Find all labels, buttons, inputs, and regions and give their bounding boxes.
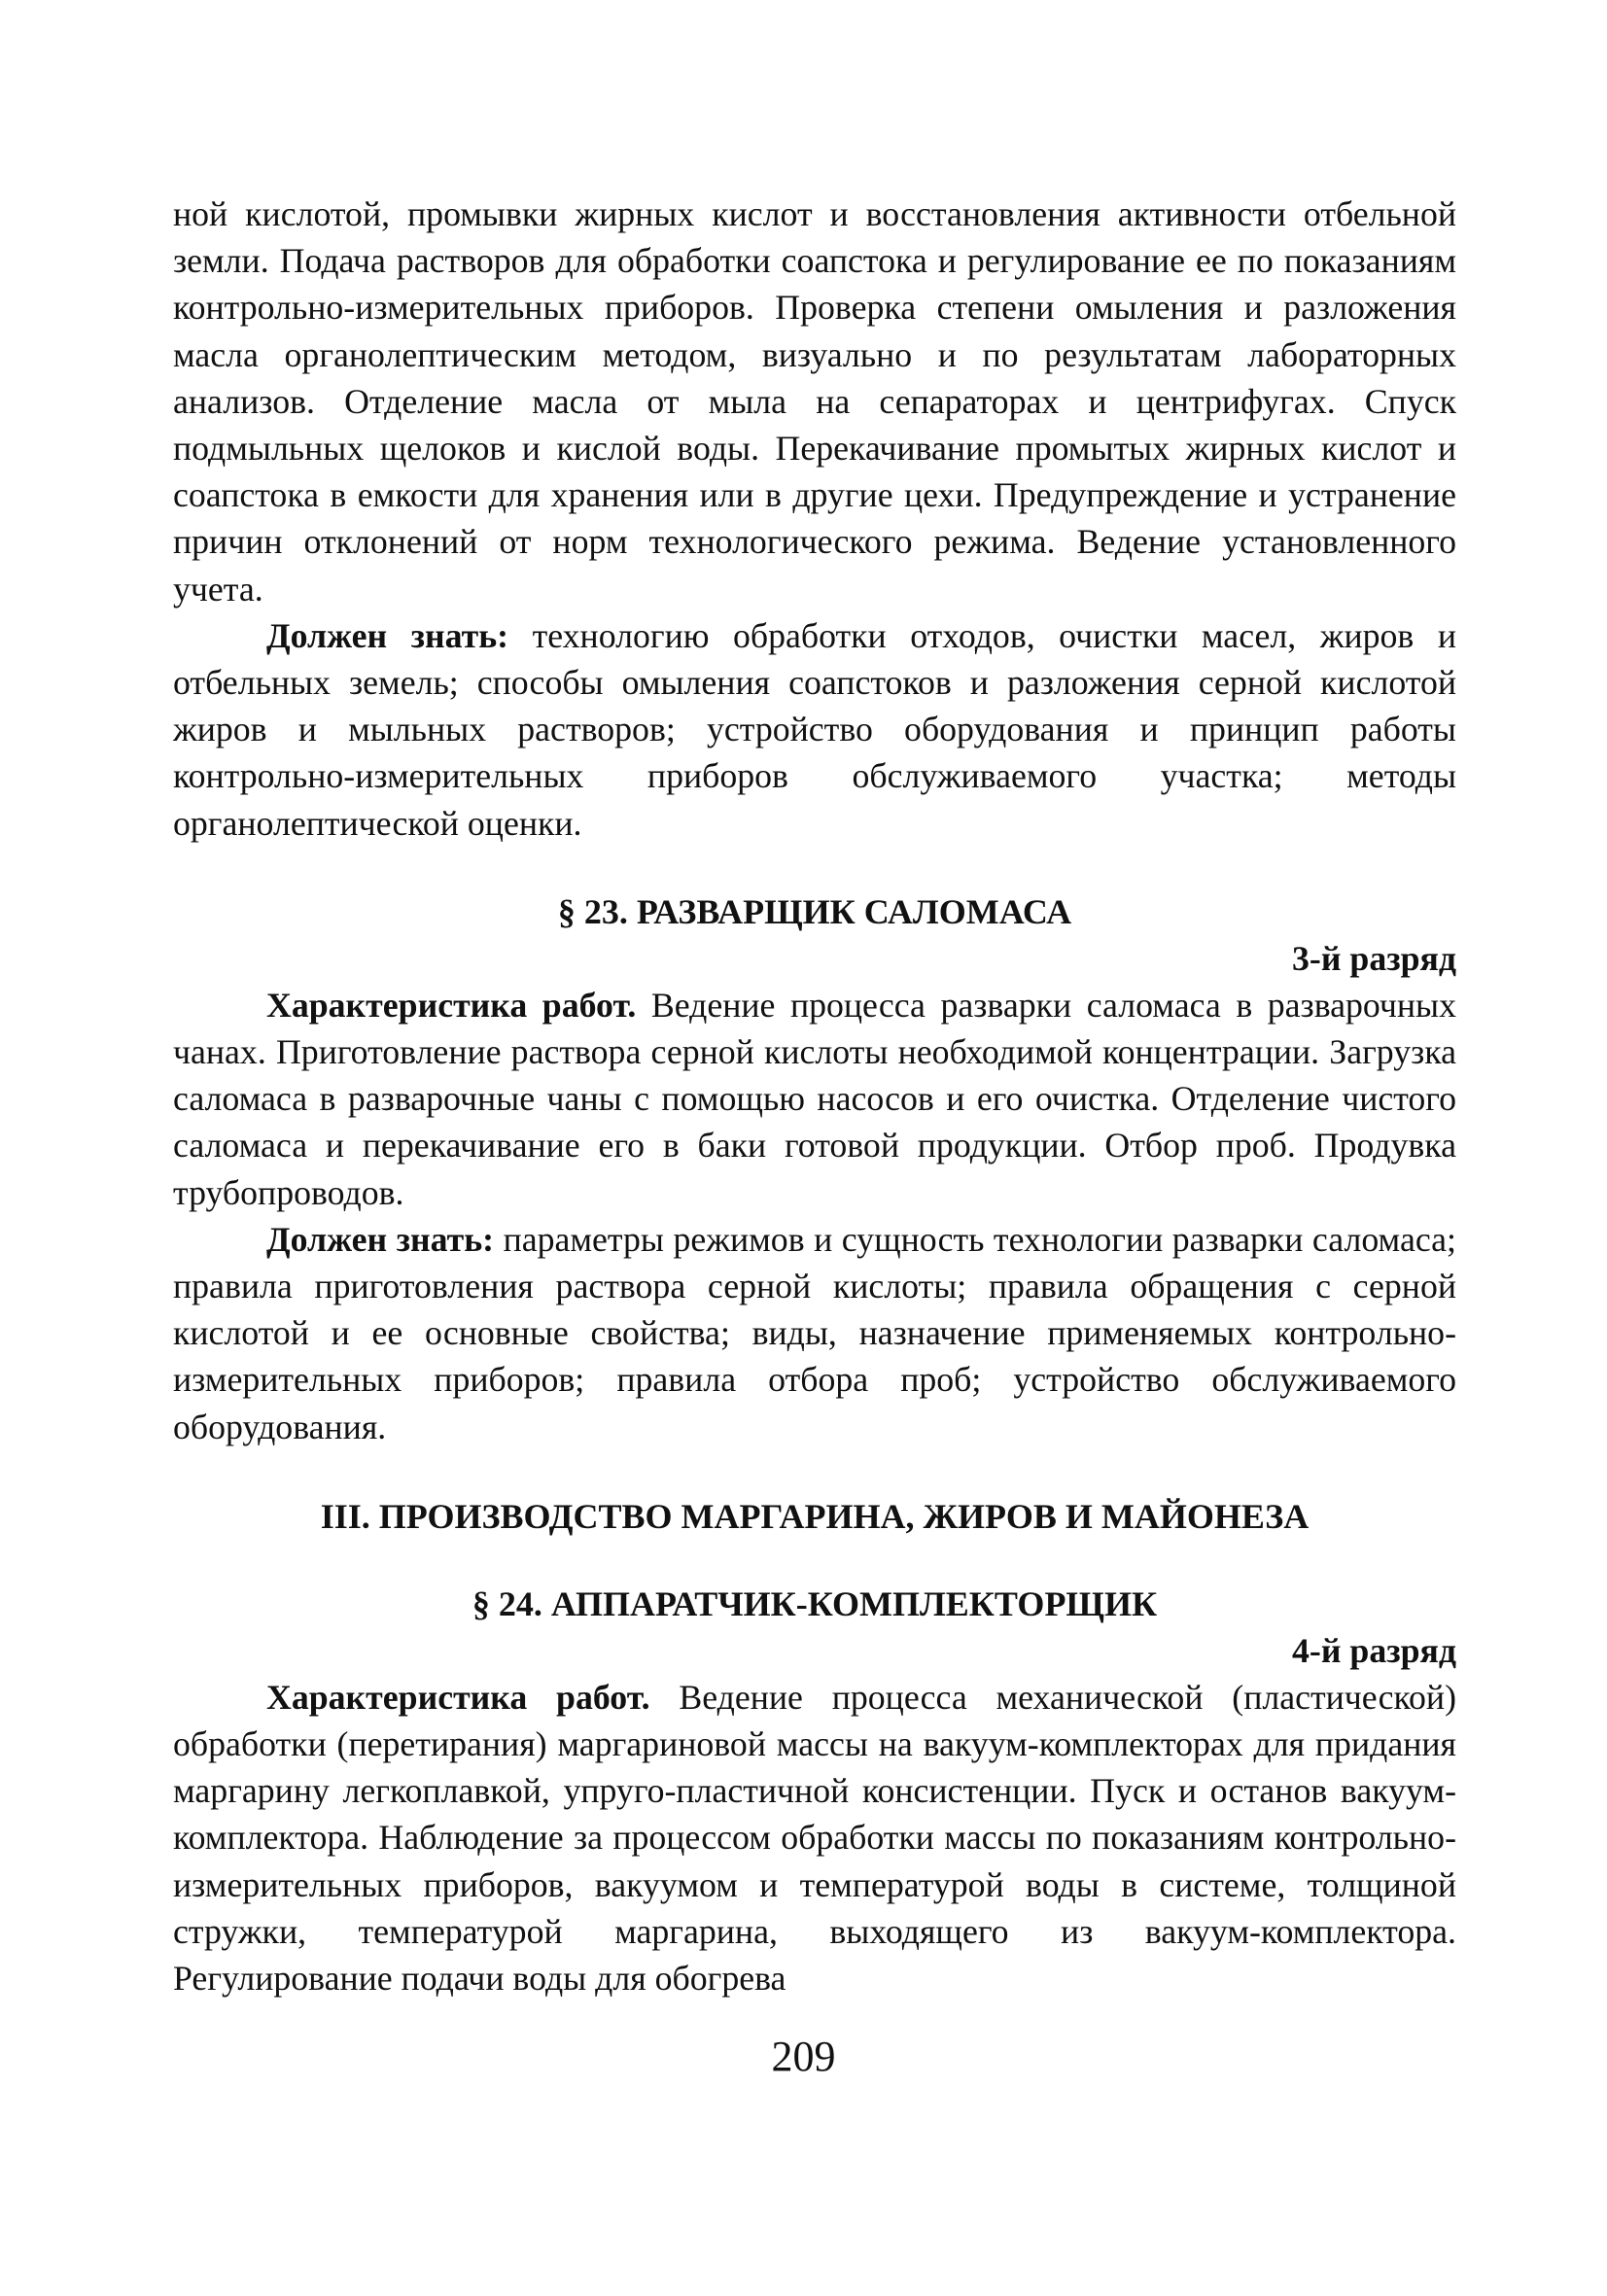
- characteristics-label: Характеристика работ.: [266, 985, 637, 1025]
- section-24-rank: 4-й разряд: [1292, 1630, 1456, 1670]
- knowledge-label-2: Должен знать:: [266, 1219, 495, 1259]
- knowledge-paragraph-1: [173, 612, 1456, 847]
- section-23-characteristics: [173, 982, 1456, 1216]
- spacer: [173, 847, 1456, 888]
- section-24-characteristics: [173, 1674, 1456, 2001]
- knowledge-text-1: технологию обработки отходов, очистки масел, жиров и отбельных земель; способы омыления соапстоков и разложения серной кислотой жиров и мыльных растворов; устройство оборудования и принцип работы контрольно-измерительных приборов обслуживаемого участка; методы органолептической оценки.: [173, 615, 1456, 843]
- section-23-knowledge: [173, 1216, 1456, 1450]
- page-content: [173, 191, 1456, 2001]
- knowledge-label-1: Должен знать:: [266, 615, 509, 655]
- characteristics-label: Характеристика работ.: [266, 1677, 650, 1717]
- section-24-title: § 24. АППАРАТЧИК-КОМПЛЕКТОРЩИК: [472, 1583, 1158, 1623]
- knowledge-text-2: параметры режимов и сущность технологии разварки саломаса; правила приготовления раствора серной кислоты; правила обращения с серной кислотой и ее основные свойства; виды, назначение применяемых контрольно-измерительных приборов; правила отбора проб; устройство обслуживаемого оборудования.: [173, 1219, 1456, 1446]
- spacer: [173, 1450, 1456, 1493]
- characteristics-text: Ведение процесса механической (пластической) обработки (перетирания) маргариновой массы на вакуум-комплекторах для придания маргарину легкоплавкой, упруго-пластичной консистенции. Пуск и останов вакуум-комплектора. Наблюдение за процессом обработки массы по показаниям контрольно-измерительных приборов, вакуумом и температурой воды в системе, толщиной стружки, температурой маргарина, выходящего из вакуум-комплектора. Регулирование подачи воды для обогрева: [173, 1677, 1457, 1999]
- spacer: [173, 1540, 1456, 1581]
- intro-text: ной кислотой, промывки жирных кислот и восстановления активности отбельной земли. Подача растворов для обработки соапстока и регулирование ее по показаниям контрольно-измерительных приборов. Проверка степени омыления и разложения масла органолептическим методом, визуально и по результатам лабораторных анализов. Отделение масла от мыла на сепараторах и центрифугах. Спуск подмыльных щелоков и кислой воды. Перекачивание промытых жирных кислот и соапстока в емкости для хранения или в другие цехи. Предупреждение и устранение причин отклонений от норм технологического режима. Ведение установленного учета.: [173, 194, 1456, 609]
- chapter-title: III. ПРОИЗВОДСТВО МАРГАРИНА, ЖИРОВ И МАЙОНЕЗА: [320, 1496, 1310, 1536]
- intro-paragraph: [173, 191, 1456, 612]
- page-number: 209: [771, 2033, 836, 2080]
- section-23-rank: 3-й разряд: [1292, 938, 1456, 978]
- characteristics-text: Ведение процесса разварки саломаса в разварочных чанах. Приготовление раствора серной кислоты необходимой концентрации. Загрузка саломаса в разварочные чаны с помощью насосов и его очистка. Отделение чистого саломаса и перекачивание его в баки готовой продукции. Отбор проб. Продувка трубопроводов.: [173, 985, 1456, 1212]
- section-23-title: § 23. РАЗВАРЩИК САЛОМАСА: [557, 891, 1072, 931]
